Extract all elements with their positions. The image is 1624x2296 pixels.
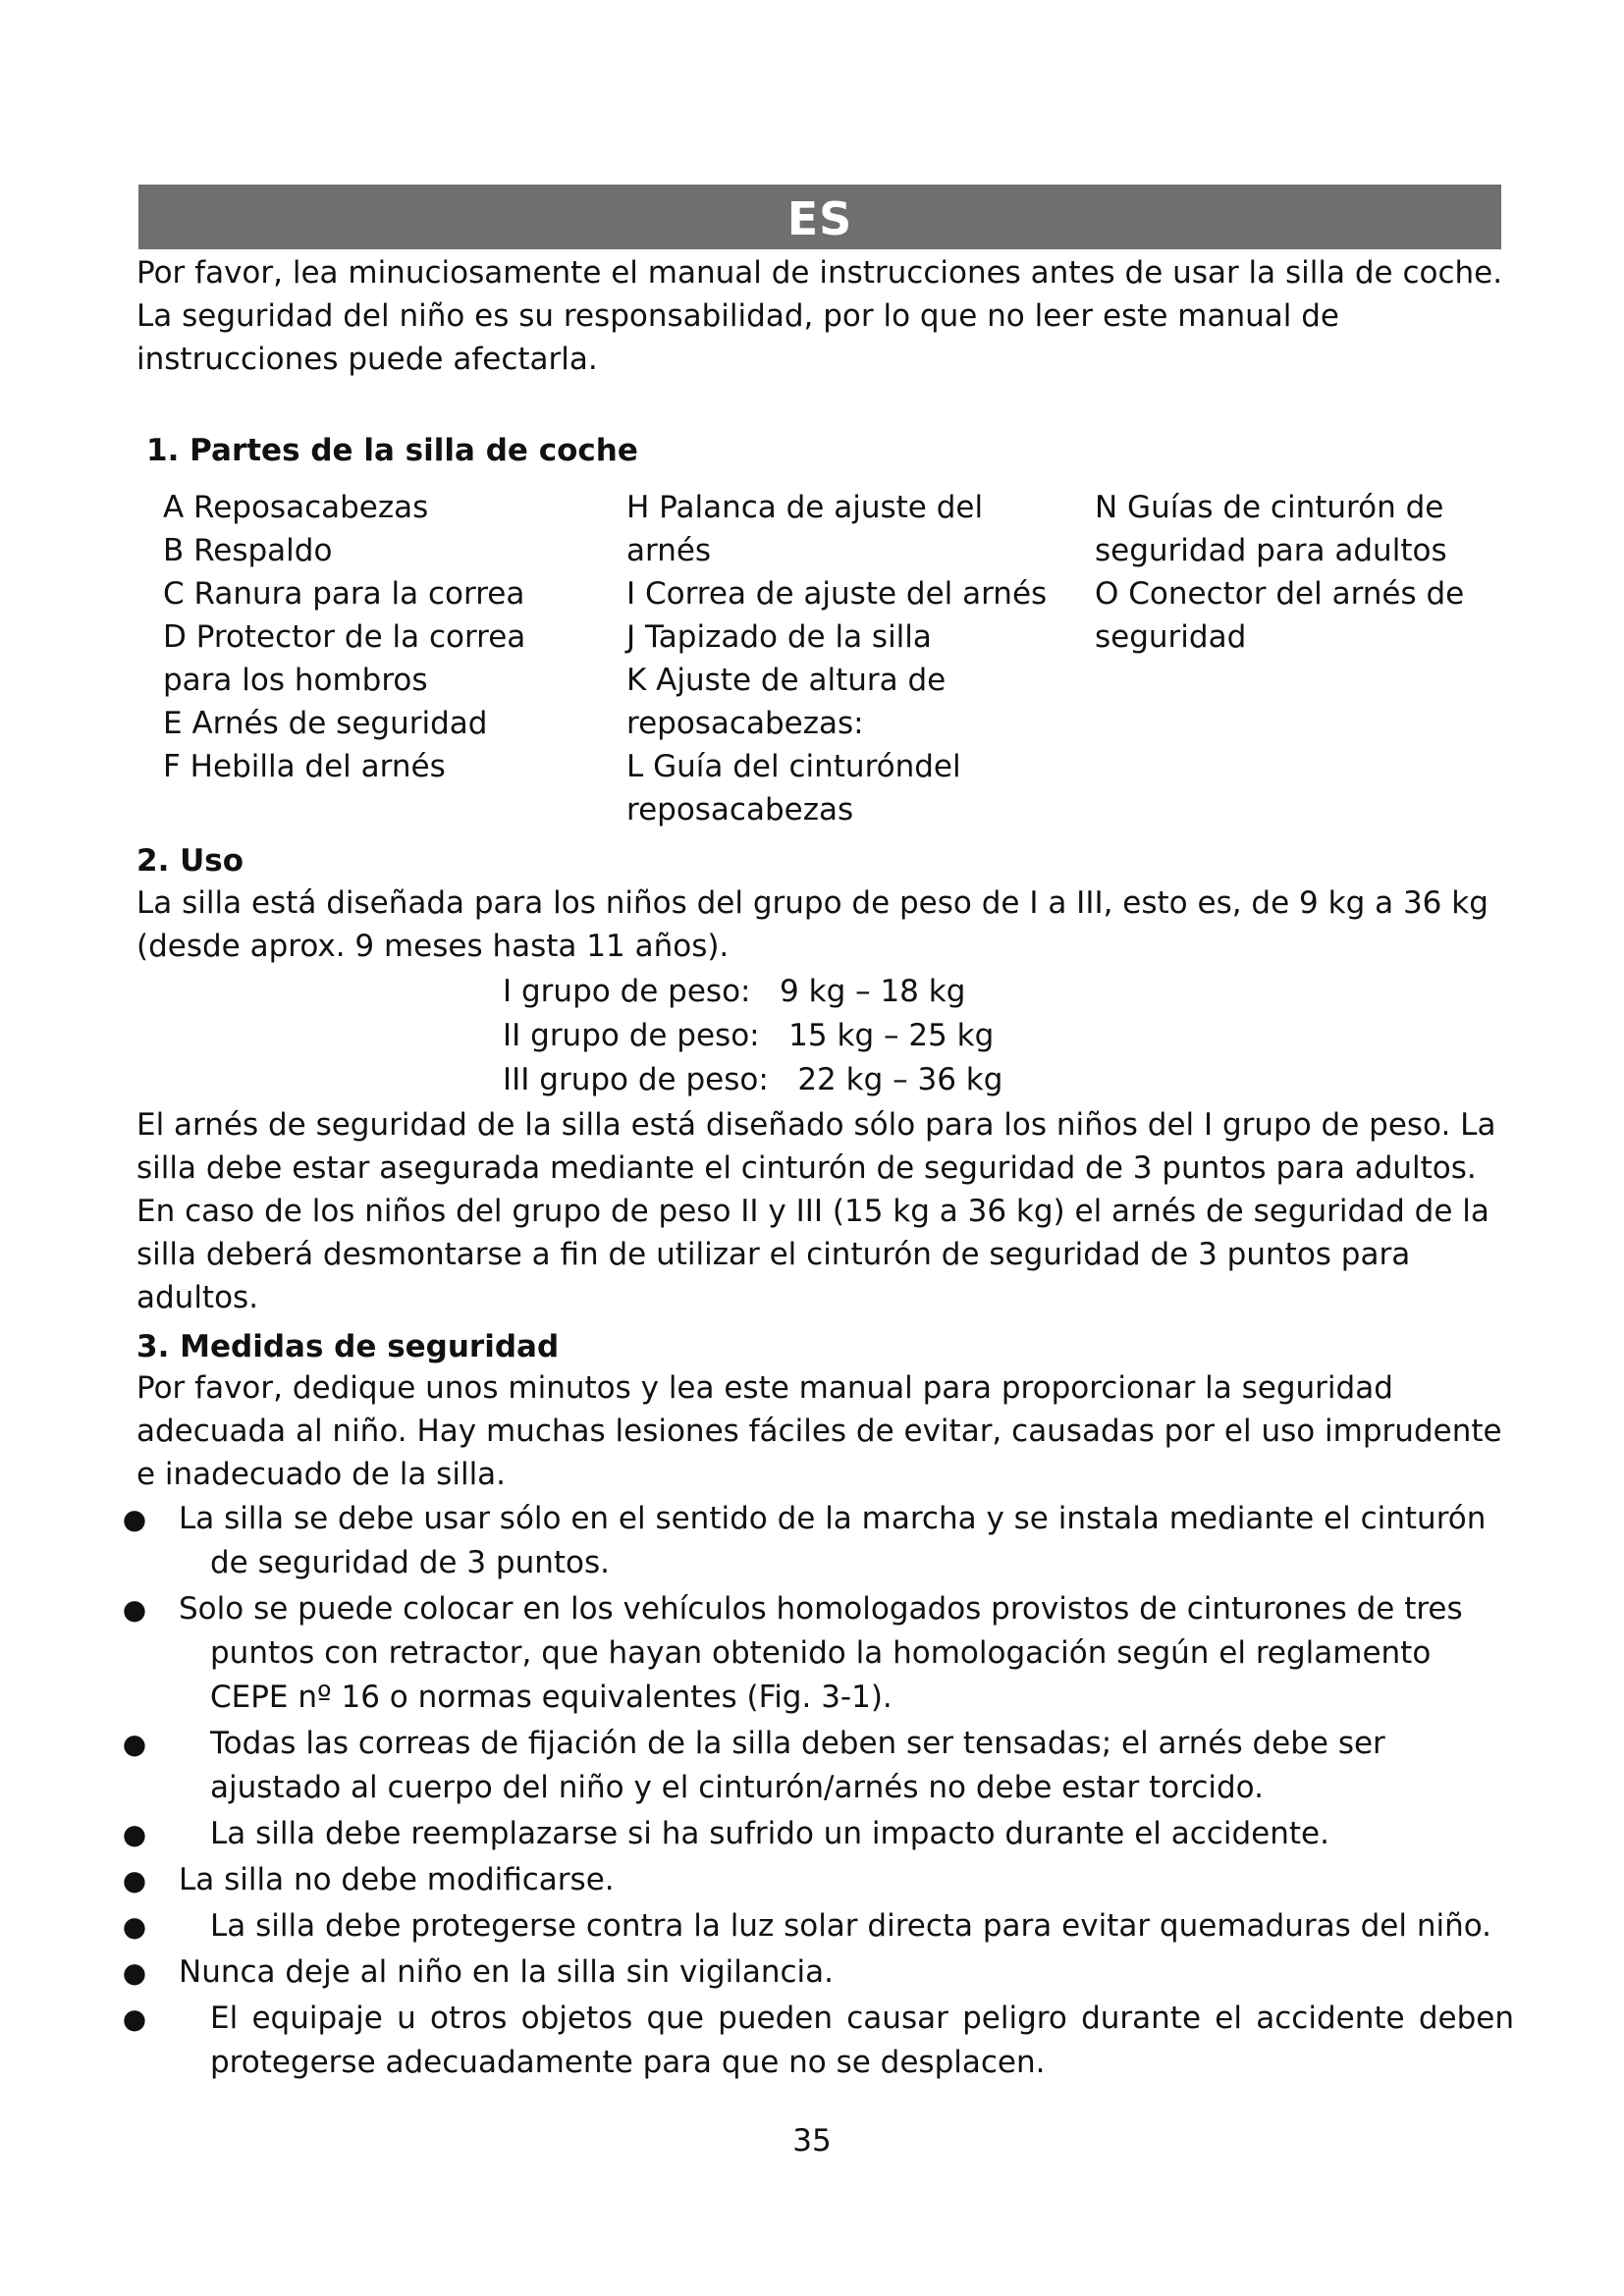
part-item: O Conector del arnés de seguridad — [1095, 576, 1465, 655]
bullet-text: La silla no debe modificarse. — [179, 1862, 615, 1897]
bullet-text: Solo se puede colocar en los vehículos homologados provistos de cinturones de tres puntos con retractor, que hayan obtenido la homologación según el reglamento CEPE nº 16 o normas equivalentes (Fig. 3-1). — [179, 1591, 1463, 1715]
weight-group-row: I grupo de peso: 9 kg – 18 kg — [503, 974, 966, 1009]
bullet-text: El equipaje u otros objetos que pueden causar peligro durante el accidente deben protegerse adecuadamente para que no se desplacen. — [210, 2001, 1514, 2080]
bullet-text: Todas las correas de fijación de la silla deben ser tensadas; el arnés debe ser ajustado al cuerpo del niño y el cinturón/arnés no debe estar torcido. — [210, 1726, 1385, 1805]
bullet-icon: ● — [122, 2002, 147, 2035]
part-item: C Ranura para la correa — [163, 576, 525, 612]
weight-group-row: III grupo de peso: 22 kg – 36 kg — [503, 1062, 1003, 1097]
bullet-icon: ● — [122, 1910, 147, 1943]
part-item: B Respaldo — [163, 533, 333, 568]
part-item: L Guía del cinturóndel reposacabezas — [626, 749, 961, 828]
part-item: J Tapizado de la silla — [626, 619, 932, 655]
part-item: F Hebilla del arnés — [163, 749, 446, 784]
list-item — [120, 1904, 1514, 1949]
bullet-icon: ● — [122, 1728, 147, 1760]
list-item — [120, 1997, 1514, 2085]
list-item — [120, 1812, 1514, 1856]
list-item — [120, 1587, 1514, 1720]
safety-bullet-list — [120, 1497, 1514, 2087]
bullet-text: Nunca deje al niño en la silla sin vigilancia. — [179, 1954, 835, 1990]
parts-column-3 — [1095, 486, 1527, 659]
language-code: ES — [786, 192, 853, 245]
part-item: N Guías de cinturón de seguridad para adultos — [1095, 490, 1447, 568]
bullet-icon: ● — [122, 1818, 147, 1850]
part-item: D Protector de la correa para los hombros — [163, 619, 526, 698]
part-item: A Reposacabezas — [163, 490, 429, 525]
list-item — [120, 1722, 1514, 1810]
parts-column-1 — [163, 486, 615, 788]
part-item: E Arnés de seguridad — [163, 706, 488, 741]
list-item — [120, 1858, 1514, 1902]
safety-intro-paragraph: Por favor, dedique unos minutos y lea este manual para proporcionar la seguridad adecuada al niño. Hay muchas lesiones fáciles de evitar, causadas por el uso imprudente e inadecuado de la silla. — [136, 1370, 1502, 1492]
bullet-icon: ● — [122, 1503, 147, 1535]
section2-title: 2. Uso — [136, 843, 244, 879]
bullet-text: La silla se debe usar sólo en el sentido de la marcha y se instala mediante el cinturón de seguridad de 3 puntos. — [179, 1501, 1487, 1580]
part-item: H Palanca de ajuste del arnés — [626, 490, 984, 568]
weight-group-row: II grupo de peso: 15 kg – 25 kg — [503, 1018, 995, 1053]
page-number: 35 — [792, 2123, 832, 2159]
intro-paragraph: Por favor, lea minuciosamente el manual de instrucciones antes de usar la silla de coche. La seguridad del niño es su responsabilidad, por lo que no leer este manual de instrucciones puede afectarla. — [136, 255, 1503, 377]
bullet-text: La silla debe reemplazarse si ha sufrido un impacto durante el accidente. — [210, 1816, 1329, 1851]
harness-note-2: En caso de los niños del grupo de peso II y III (15 kg a 36 kg) el arnés de seguridad de la silla deberá desmontarse a fin de utilizar el cinturón de seguridad de 3 puntos para adultos. — [136, 1194, 1489, 1315]
list-item — [120, 1497, 1514, 1585]
section3-title: 3. Medidas de seguridad — [136, 1329, 560, 1364]
bullet-text: La silla debe protegerse contra la luz solar directa para evitar quemaduras del niño. — [210, 1908, 1491, 1944]
part-item: I Correa de ajuste del arnés — [626, 576, 1048, 612]
usage-paragraph: La silla está diseñada para los niños del grupo de peso de I a III, esto es, de 9 kg a 36 kg (desde aprox. 9 meses hasta 11 años). — [136, 885, 1489, 964]
bullet-icon: ● — [122, 1593, 147, 1626]
bullet-icon: ● — [122, 1956, 147, 1989]
weight-groups — [503, 970, 1002, 1102]
parts-column-2 — [626, 486, 1078, 831]
list-item — [120, 1950, 1514, 1995]
bullet-icon: ● — [122, 1864, 147, 1896]
part-item: K Ajuste de altura de reposacabezas: — [626, 663, 947, 741]
language-header-bar — [138, 185, 1501, 249]
harness-note: El arnés de seguridad de la silla está diseñado sólo para los niños del I grupo de peso. La silla debe estar asegurada mediante el cinturón de seguridad de 3 puntos para adultos. — [136, 1107, 1496, 1186]
section1-title: 1. Partes de la silla de coche — [146, 433, 638, 468]
